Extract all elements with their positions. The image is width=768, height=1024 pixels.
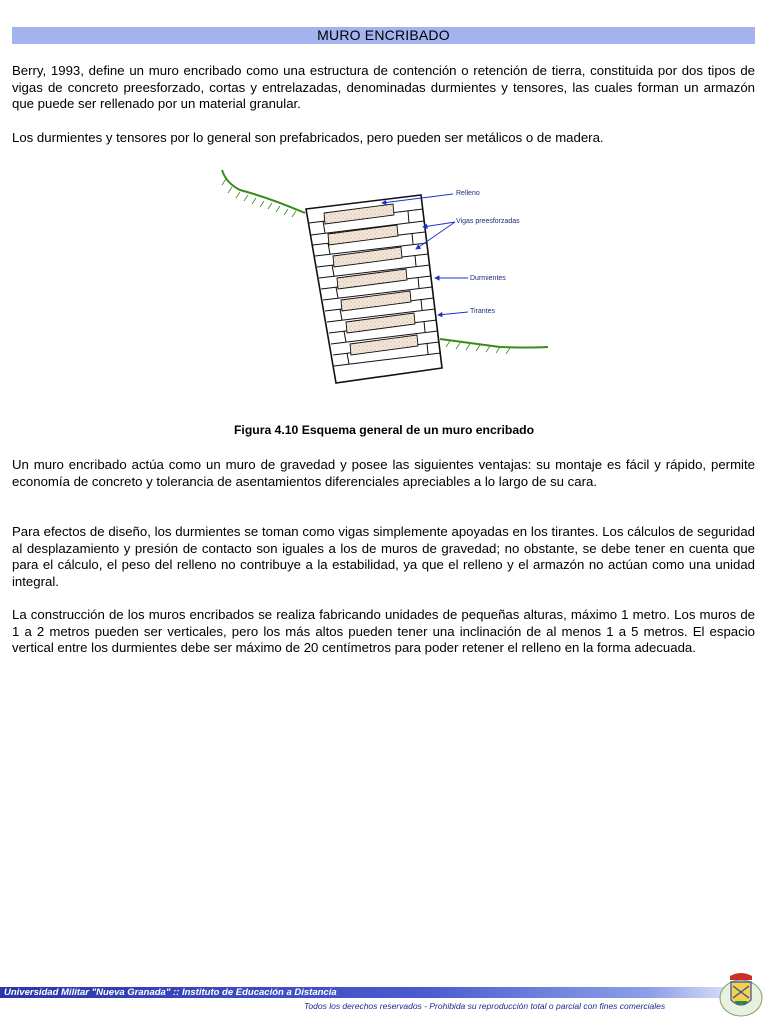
svg-text:Tirantes: Tirantes bbox=[470, 308, 496, 315]
label-tirantes bbox=[438, 308, 496, 315]
page-title: MURO ENCRIBADO bbox=[12, 27, 755, 44]
footer-rights: Todos los derechos reservados - Prohibida su reproducción total o parcial con fines comerciales bbox=[304, 1001, 666, 1011]
paragraph-construction: La construcción de los muros encribados se realiza fabricando unidades de pequeñas alturas, máximo 1 metro. Los muros de 1 a 2 metros pueden ser verticales, pero los más altos pueden tener una inclinación de al menos 1 a 5 metros. El espacio vertical entre los durmientes debe ser máximo de 20 centímetros para poder retener el relleno en la forma adecuada. bbox=[12, 607, 755, 656]
paragraph-advantages: Un muro encribado actúa como un muro de gravedad y posee las siguientes ventajas: su montaje es fácil y rápido, permite economía de concreto y tolerancia de asentamientos diferenciales apreciables a lo largo de su cara. bbox=[12, 457, 755, 489]
ground-upper-left bbox=[222, 170, 305, 217]
paragraph-definition: Berry, 1993, define un muro encribado como una estructura de contención o retención de tierra, constituida por dos tipos de vigas de concreto preesforzado, cortas y entrelazadas, denominadas durmientes y tensores, las cuales forman un armazón que puede ser rellenado por un material granular. bbox=[12, 63, 755, 112]
paragraph-design: Para efectos de diseño, los durmientes se toman como vigas simplemente apoyadas en los tirantes. Los cálculos de seguridad al desplazamiento y presión de contacto son iguales a los de muros de gravedad; no obstante, se debe tener en cuenta que para el cálculo, el peso del relleno no contribuye a la estabilidad, ya que el relleno y el armazón no actúan como una unidad integral. bbox=[12, 524, 755, 589]
label-relleno bbox=[382, 190, 480, 203]
svg-text:Vigas preesforzadas: Vigas preesforzadas bbox=[456, 218, 520, 225]
footer-bar bbox=[0, 987, 768, 998]
svg-text:Durmientes: Durmientes bbox=[470, 275, 506, 282]
label-vigas-preesforzadas bbox=[416, 218, 520, 249]
crib-wall-diagram bbox=[210, 165, 560, 390]
footer-institution: Universidad Militar "Nueva Granada" :: Instituto de Educación a Distancia bbox=[4, 987, 337, 998]
figure-caption: Figura 4.10 Esquema general de un muro encribado bbox=[233, 423, 535, 437]
ground-right bbox=[440, 339, 548, 354]
paragraph-materials: Los durmientes y tensores por lo general son prefabricados, pero pueden ser metálicos o de madera. bbox=[12, 130, 604, 145]
svg-text:Relleno: Relleno bbox=[456, 190, 480, 197]
university-seal-icon bbox=[718, 968, 764, 1018]
label-durmientes bbox=[435, 275, 506, 282]
